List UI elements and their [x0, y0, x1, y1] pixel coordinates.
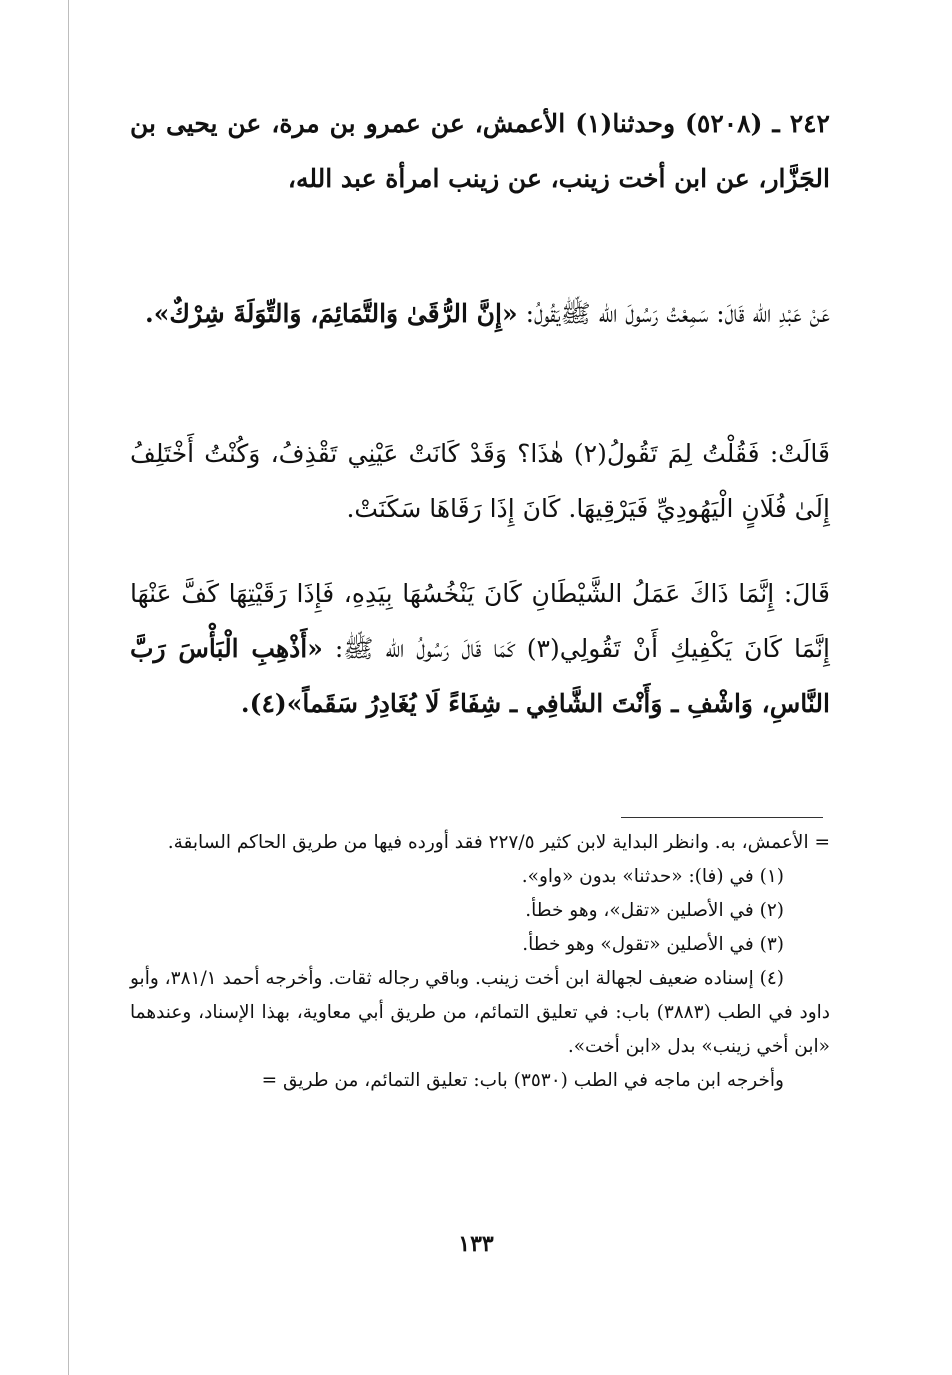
isnad-text: ٢٤٢ ـ (٥٢٠٨) وحدثنا(١) الأعمش، عن عمرو بن مرة، عن يحيى بن الجَزَّار، عن ابن أخت زينب، عن زينب امرأة عبد الله،: [130, 109, 830, 193]
hadith-matn-paragraph-1: [130, 286, 830, 341]
footnote-2: (٢) في الأصلين «تقل»، وهو خطأ.: [525, 900, 784, 921]
page-number: ١٣٣: [458, 1231, 494, 1257]
footnote-continuation: = الأعمش، به. وانظر البداية لابن كثير ٢٢٧/٥ فقد أورده فيها من طريق الحاكم السابقة.: [167, 832, 830, 853]
footnote-4: (٤) إسناده ضعيف لجهالة ابن أخت زينب. وباقي رجاله ثقات. وأخرجه أحمد ٣٨١/١، وأبو داود في الطب (٣٨٨٣) باب: في تعليق التمائم، من طريق أبي معاوية، بهذا الإسناد، وعندهما «ابن أخي زينب» بدل «ابن أخت».: [130, 968, 831, 1057]
prophetic-quote: «إِنَّ الرُّقَىٰ وَالتَّمَائِمَ، وَالتِّوَلَةَ شِرْكٌ».: [145, 299, 518, 328]
footnotes-block: [130, 826, 830, 1098]
footnote-3: (٣) في الأصلين «تقول» وهو خطأ.: [522, 934, 784, 955]
prophetic-supplication: «أَذْهِبِ الْبَأْسَ رَبَّ النَّاسِ، وَاشْفِ ـ وَأَنْتَ الشَّافِي ـ شِفَاءً لَا يُغَادِرُ سَقَماً»(٤).: [130, 634, 830, 718]
matn-intro: عَنْ عَبْدِ الله قَالَ: سَمِعْتُ رَسُولَ الله ﷺيَقُولُ:: [517, 299, 830, 328]
hadith-matn-paragraph-2: [130, 426, 830, 536]
matn-text: قَالَتْ: فَقُلْتُ لِمَ تَقُولُ(٢) هٰذَا؟ وَقَدْ كَانَتْ عَيْنِي تَقْذِفُ، وَكُنْتُ أَخْتَلِفُ إِلَىٰ فُلَانٍ الْيَهُودِيِّ فَيَرْقِيهَا. كَانَ إِذَا رَقَاهَا سَكَنَتْ.: [130, 439, 830, 523]
footnote-4-continuation: وأخرجه ابن ماجه في الطب (٣٥٣٠) باب: تعليق التمائم، من طريق =: [261, 1070, 784, 1091]
matn-intro: قَالَ: إِنَّمَا ذَاكَ عَمَلُ الشَّيْطَانِ كَانَ يَنْخُسُهَا بِيَدِهِ، فَإِذَا رَقَيْتِهَا كَفَّ عَنْهَا إِنَّمَا كَانَ يَكْفِيكِ أَنْ تَقُولِي(٣) كَمَا قَالَ رَسُولُ الله ﷺ:: [130, 579, 830, 663]
main-text-block: [130, 96, 830, 718]
hadith-matn-paragraph-3: [130, 566, 830, 731]
page-margin-line: [68, 0, 69, 1375]
footnote-1: (١) في (فا): «حدثنا» بدون «واو».: [521, 866, 784, 887]
hadith-isnad: [130, 96, 830, 266]
footnote-separator: [621, 817, 823, 818]
